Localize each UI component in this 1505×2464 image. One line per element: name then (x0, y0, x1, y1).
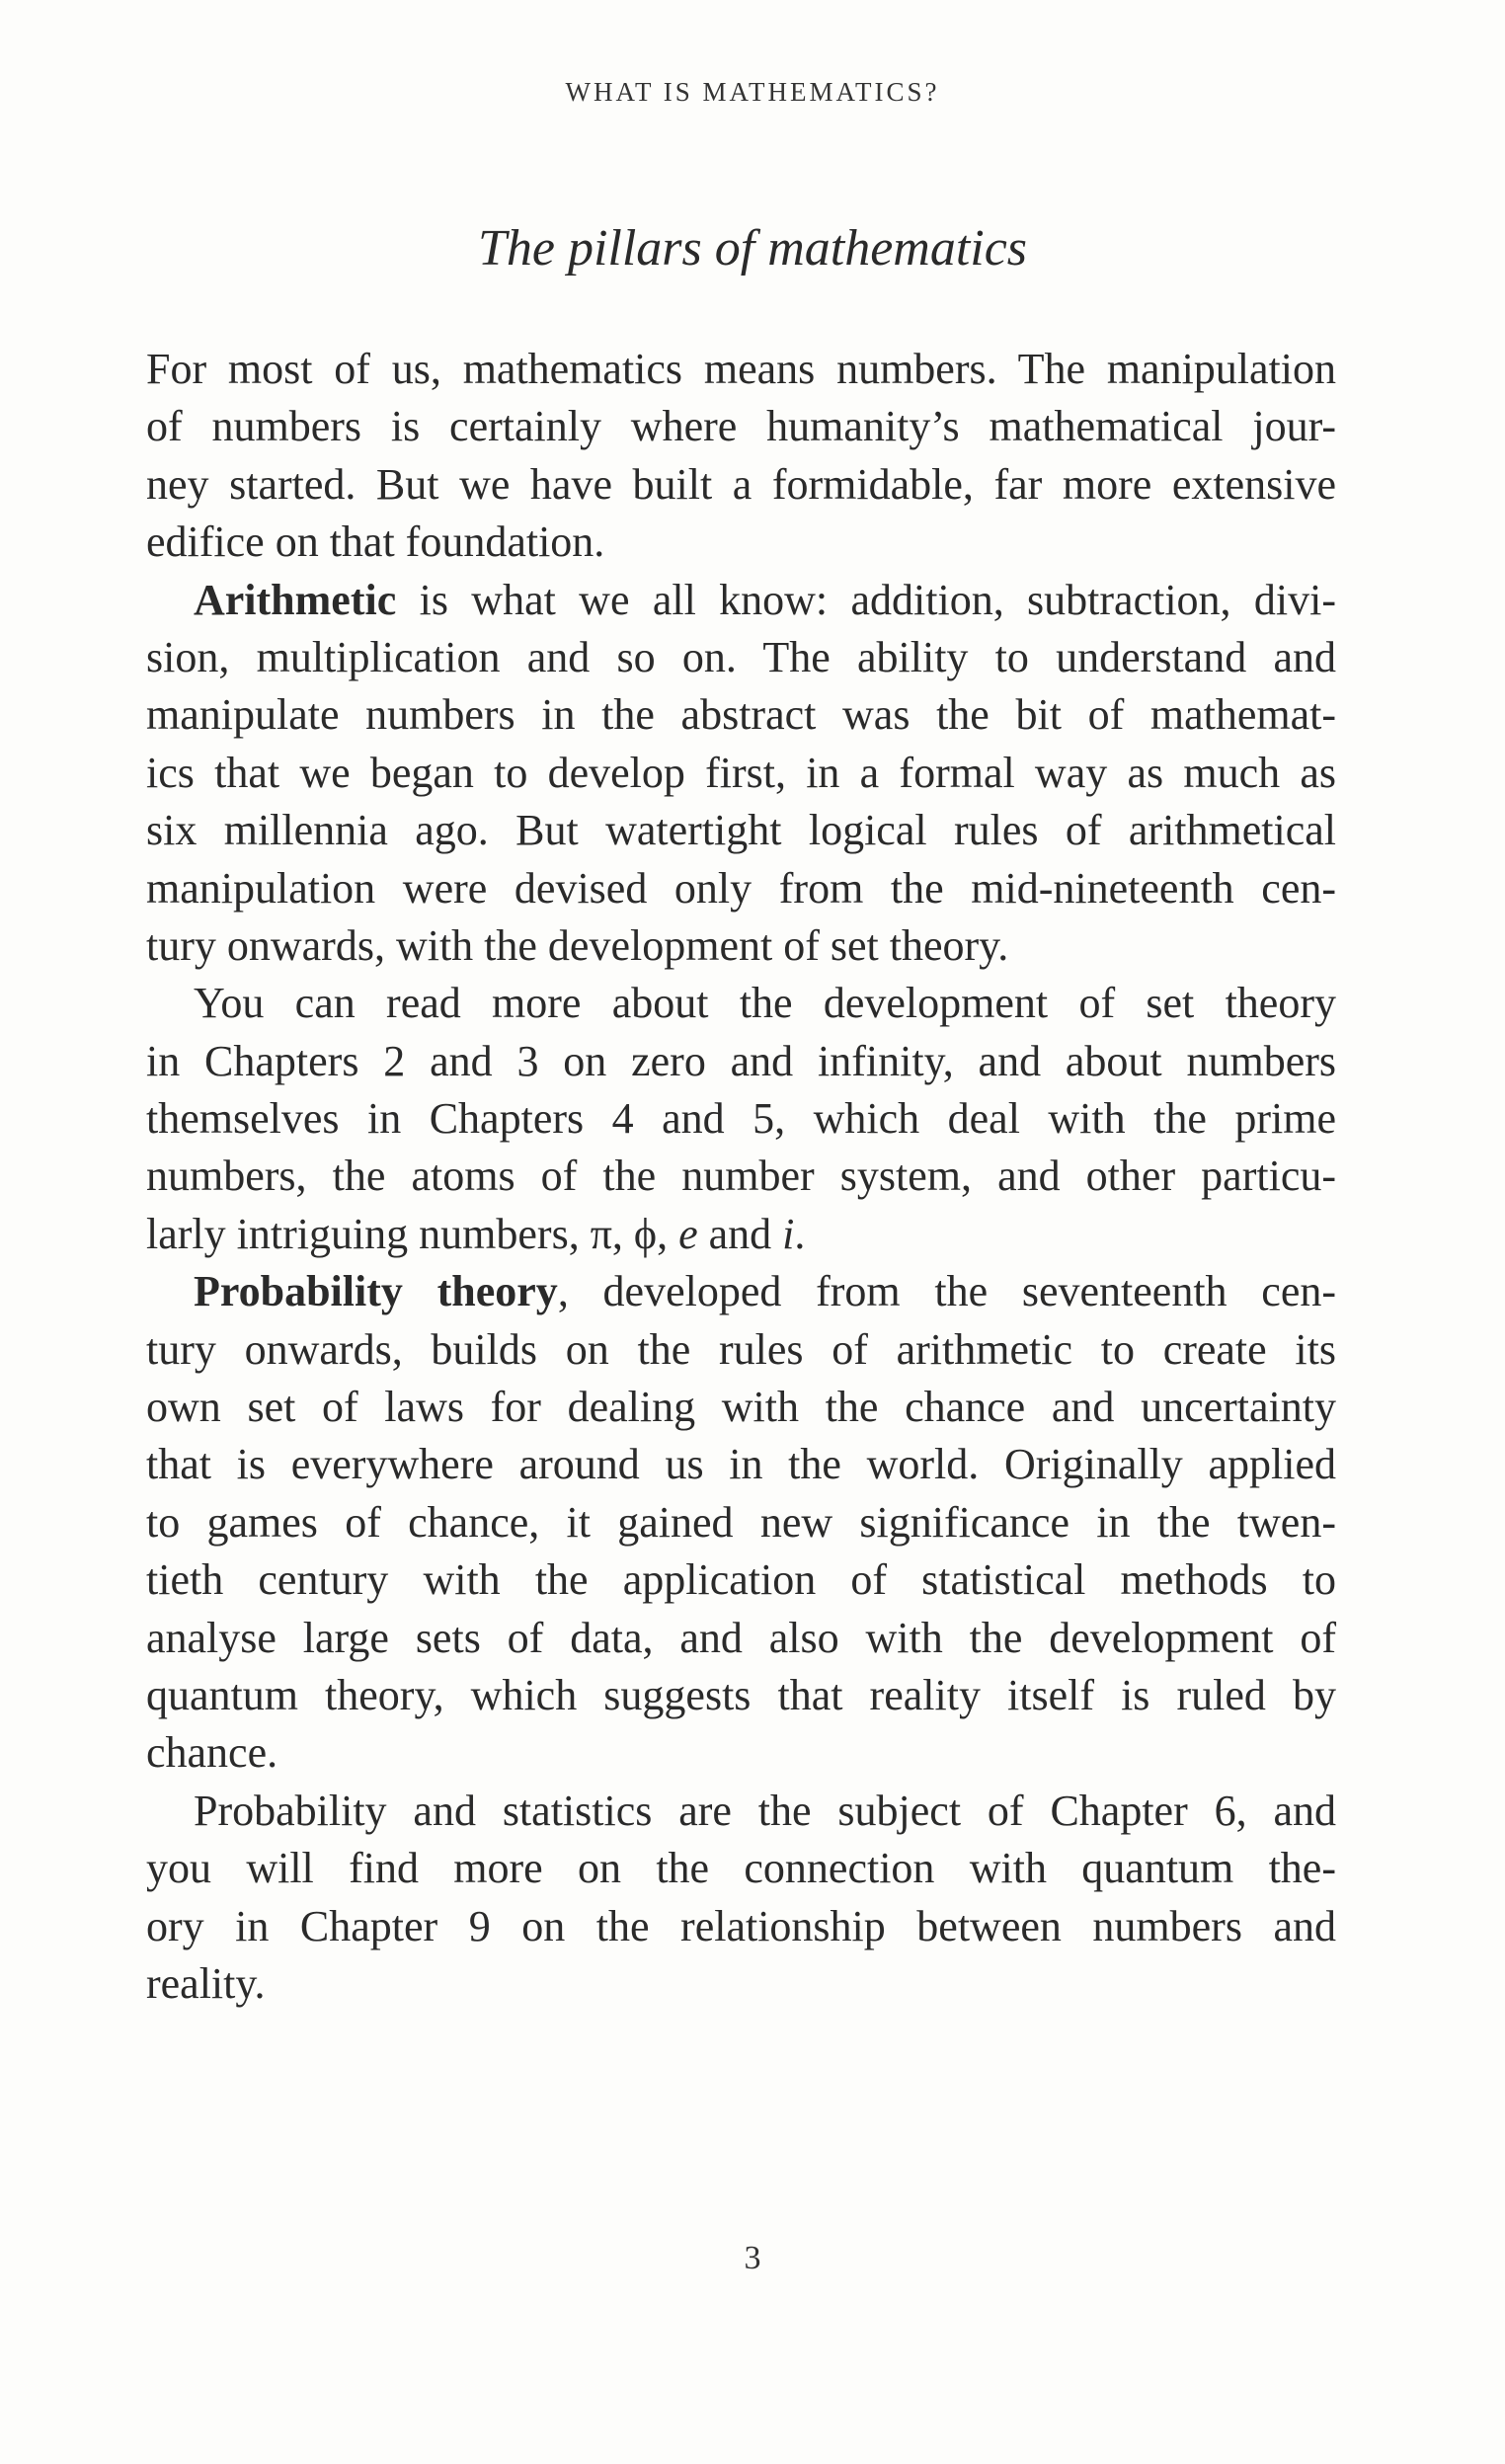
text-segment: chance. (146, 1728, 278, 1778)
text-segment: Probability and statistics are the subject of Chapter 6, and (194, 1786, 1336, 1835)
text-segment: tury onwards, with the development of set theory. (146, 920, 1009, 970)
section-title: The pillars of mathematics (477, 220, 1028, 277)
text-segment: reality. (146, 1958, 266, 2008)
paragraph-4-line-7 (146, 1610, 1336, 1667)
text-segment: You can read more about the development of set theory (194, 979, 1336, 1028)
running-head: WHAT IS MATHEMATICS? (565, 77, 940, 107)
paragraph-2-line-2 (146, 629, 1336, 686)
text-segment: ics that we began to develop first, in a formal way as much as (146, 748, 1336, 797)
text-segment: . (794, 1209, 806, 1258)
text-segment: manipulation were devised only from the mid-nineteenth cen- (146, 863, 1336, 913)
text-segment: tieth century with the application of statistical methods to (146, 1555, 1336, 1605)
paragraph-5-line-1 (146, 1783, 1336, 1840)
text-segment: For most of us, mathematics means numbers. The manipulation (146, 345, 1336, 393)
paragraph-2-line-4 (146, 745, 1336, 802)
text-segment: ney started. But we have built a formidable, far more extensive (146, 459, 1336, 509)
paragraph-4-line-1 (146, 1263, 1336, 1320)
text-segment: that is everywhere around us in the world. Originally applied (146, 1440, 1336, 1489)
paragraph-3-line-2 (146, 1033, 1336, 1090)
text-segment: tury onwards, builds on the rules of arithmetic to create its (146, 1324, 1336, 1374)
paragraph-4-line-6 (146, 1551, 1336, 1609)
text-segment: analyse large sets of data, and also with the development of (146, 1613, 1336, 1662)
body-text (146, 341, 1336, 2013)
text-segment: manipulate numbers in the abstract was the bit of mathemat- (146, 690, 1336, 740)
text-segment: is what we all know: addition, subtraction, divi- (396, 575, 1336, 624)
text-segment: themselves in Chapters 4 and 5, which deal with the prime (146, 1094, 1336, 1144)
paragraph-4-line-4 (146, 1436, 1336, 1493)
paragraph-2-line-1 (146, 572, 1336, 629)
italic-symbol: e (678, 1209, 698, 1258)
bold-term: Probability theory (194, 1267, 558, 1316)
text-segment: you will find more on the connection with quantum the- (146, 1844, 1336, 1893)
paragraph-5-line-4 (146, 1955, 1336, 2013)
bold-term: Arithmetic (194, 575, 397, 624)
text-segment: numbers, the atoms of the number system, and other particu- (146, 1152, 1336, 1201)
text-segment: six millennia ago. But watertight logical rules of arithmetical (146, 806, 1336, 855)
paragraph-4-line-2 (146, 1321, 1336, 1379)
text-segment: sion, multiplication and so on. The ability to understand and (146, 632, 1336, 681)
paragraph-4-line-8 (146, 1667, 1336, 1724)
paragraph-5-line-2 (146, 1840, 1336, 1897)
paragraph-1-line-2 (146, 398, 1336, 455)
text-segment: own set of laws for dealing with the chance and uncertainty (146, 1383, 1336, 1432)
paragraph-4-line-5 (146, 1494, 1336, 1551)
paragraph-4-line-3 (146, 1379, 1336, 1436)
paragraph-2-line-3 (146, 686, 1336, 744)
text-segment: ory in Chapter 9 on the relationship between numbers and (146, 1901, 1336, 1950)
italic-symbol: i (782, 1209, 795, 1258)
page-number: 3 (744, 2240, 761, 2276)
text-segment: edifice on that foundation. (146, 517, 605, 567)
paragraph-1-line-3 (146, 456, 1336, 514)
paragraph-1-line-4 (146, 514, 1336, 571)
paragraph-2-line-7 (146, 917, 1336, 975)
paragraph-3-line-3 (146, 1090, 1336, 1148)
text-segment: to games of chance, it gained new significance in the twen- (146, 1497, 1336, 1547)
paragraph-3-line-1 (146, 975, 1336, 1032)
text-segment: , developed from the seventeenth cen- (557, 1267, 1337, 1316)
paragraph-2-line-6 (146, 860, 1336, 917)
paragraph-4-line-9 (146, 1724, 1336, 1782)
paragraph-3-line-4 (146, 1148, 1336, 1205)
text-segment: quantum theory, which suggests that reality itself is ruled by (146, 1670, 1336, 1719)
paragraph-5-line-3 (146, 1898, 1336, 1955)
paragraph-3-line-5 (146, 1206, 1336, 1263)
text-segment: and (697, 1209, 783, 1258)
text-segment: of numbers is certainly where humanity’s mathematical jour- (146, 402, 1336, 451)
text-segment: larly intriguing numbers, π, ϕ, (146, 1209, 679, 1258)
text-segment: in Chapters 2 and 3 on zero and infinity, and about numbers (146, 1036, 1336, 1085)
paragraph-2-line-5 (146, 802, 1336, 859)
paragraph-1-line-1 (146, 341, 1336, 398)
